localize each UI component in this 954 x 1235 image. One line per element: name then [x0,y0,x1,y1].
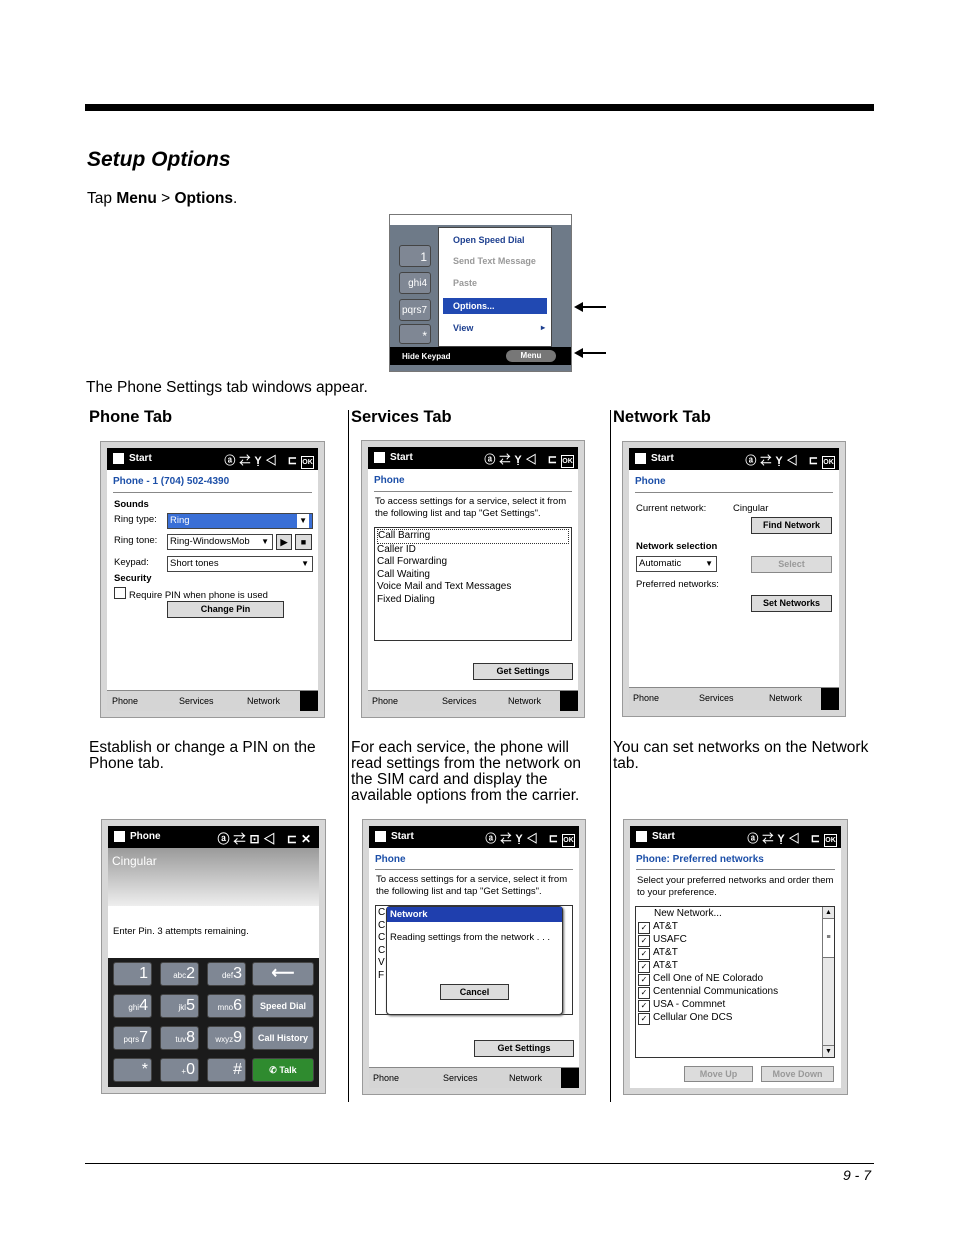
ring-type-label: Ring type: [114,514,157,525]
list-item: C [378,932,386,943]
menu-softkey[interactable]: Menu [506,350,556,362]
tab-phone[interactable]: Phone [112,696,139,706]
services-tab-description: For each service, the phone will read settings from the network on the SIM card and display the available options from the carrier. [351,739,582,804]
list-item[interactable]: Call Barring [377,529,569,544]
require-pin-checkbox[interactable] [114,587,126,599]
checked-checkbox-icon[interactable]: ✓ [638,935,650,947]
start-label[interactable]: Start [391,831,414,842]
require-pin-row[interactable] [114,587,268,602]
ok-button[interactable]: OK [822,456,835,469]
network-tab-heading: Network Tab [613,408,711,426]
key-digit: 5 [186,997,195,1014]
services-intro: To access settings for a service, select it from the following list and tap "Get Settings". [376,874,568,897]
ok-button[interactable]: OK [824,834,837,847]
start-label[interactable]: Start [129,453,152,464]
select-button[interactable]: Select [751,556,832,573]
context-menu [438,227,552,347]
key-letters: mno [217,1003,234,1012]
list-item[interactable] [638,986,820,999]
key-7: pqrs7 [399,299,431,321]
menu-item-options[interactable]: Options... [453,301,495,311]
talk-button[interactable] [252,1058,314,1082]
key-1: 1 [399,245,431,267]
get-settings-button[interactable]: Get Settings [473,663,573,680]
key-digit: * [141,1061,148,1078]
tap-gt: > [156,190,175,207]
hide-keypad-softkey[interactable]: Hide Keypad [402,352,451,361]
checked-checkbox-icon[interactable]: ✓ [638,974,650,986]
ring-type-value: Ring [170,515,190,526]
network-tab-description: You can set networks on the Network tab. [613,739,869,772]
key-4: ghi4 [399,272,431,294]
network-selection-select[interactable] [636,556,717,572]
windows-flag-icon [635,453,646,464]
tab-services[interactable]: Services [179,696,214,706]
menu-item-open-speed-dial[interactable]: Open Speed Dial [453,235,525,245]
network-dialog [386,906,563,1015]
separator [113,492,312,493]
key-3[interactable] [207,962,246,986]
tab-network[interactable]: Network [508,696,542,706]
services-list[interactable] [374,527,572,641]
tab-services[interactable]: Services [442,696,477,706]
bottom-rule [85,1163,874,1164]
checked-checkbox-icon[interactable]: ✓ [638,987,650,999]
key-letters: ghi [128,1003,140,1012]
tab-strip-end [821,688,839,710]
key-8[interactable] [160,1026,199,1050]
stop-button[interactable]: ■ [295,534,312,550]
start-label[interactable]: Start [390,452,413,463]
scroll-thumb[interactable]: ≡ [823,919,834,958]
tab-strip [629,687,839,710]
chevron-right-icon: ▸ [541,323,546,332]
key-letters: + [181,1067,187,1076]
screen-subtitle: Phone: Preferred networks [636,854,764,865]
title-bar [629,448,839,470]
title-bar [368,447,578,469]
network-name: Cellular One DCS [653,1011,733,1023]
screen-subtitle: Phone - 1 (704) 502-4390 [113,476,230,487]
key-digit: 7 [139,1029,148,1046]
list-item[interactable] [638,947,820,960]
tab-strip [369,1067,579,1088]
list-item[interactable] [638,999,820,1012]
ring-tone-value: Ring-WindowsMob [170,536,250,547]
key-digit: 9 [233,1029,242,1046]
section-title: Setup Options [87,148,231,171]
windows-flag-icon [374,452,385,463]
checked-checkbox-icon[interactable]: ✓ [638,1000,650,1012]
keypad-label: Keypad: [114,557,149,568]
page-number: 9 - 7 [842,1167,871,1183]
menu-item-paste[interactable]: Paste [453,278,478,288]
list-item: C [378,919,386,931]
tab-phone[interactable]: Phone [633,693,660,703]
status-icons: ⓐ⇄Ỵ◁ ⊏OK [224,455,313,467]
separator [635,492,833,493]
separator [375,869,573,870]
set-networks-button[interactable]: Set Networks [751,595,832,612]
ok-button[interactable]: OK [301,456,314,469]
list-item[interactable]: Caller ID [377,543,416,555]
list-item[interactable]: Call Forwarding [377,556,448,567]
ring-tone-label: Ring tone: [114,535,158,546]
status-icons: ⓐ⇄Ỵ◁ ⊏OK [484,454,573,466]
play-button[interactable]: ▶ [276,534,292,550]
phone-tab-screenshot [100,441,325,718]
checked-checkbox-icon[interactable]: ✓ [638,948,650,960]
key-7[interactable] [113,1026,152,1050]
menu-item-view[interactable]: View [453,323,474,333]
tab-network[interactable]: Network [509,1073,543,1083]
move-down-button[interactable]: Move Down [761,1066,834,1082]
tab-strip [368,690,578,711]
arrow-options-icon [574,299,606,315]
checked-checkbox-icon[interactable]: ✓ [638,961,650,973]
key-hash[interactable] [207,1058,246,1082]
windows-flag-icon [636,831,647,842]
list-item: V [378,957,385,968]
list-item: F [378,969,385,981]
tab-strip-end [560,691,578,711]
chevron-down-icon: ▼ [261,537,269,546]
network-name: AT&T [653,920,678,932]
top-rule [85,104,874,111]
tab-strip [107,690,318,711]
scrollbar[interactable] [822,907,834,1057]
tab-services[interactable]: Services [699,693,734,703]
tap-period: . [233,190,238,207]
status-icons: ⓐ⇄Ỵ◁ ⊏OK [745,455,834,467]
keypad-select[interactable] [167,556,313,572]
network-name: Centennial Communications [653,985,779,997]
list-item[interactable] [638,960,820,973]
title-bar [108,826,319,848]
network-name: AT&T [653,946,678,958]
scroll-down-icon[interactable]: ▼ [823,1045,834,1057]
list-item[interactable] [638,934,820,947]
key-0[interactable] [160,1058,199,1082]
start-label[interactable]: Start [651,453,674,464]
screen-subtitle: Phone [374,475,405,486]
menu-screenshot [389,214,572,372]
move-up-button[interactable]: Move Up [684,1066,753,1082]
backspace-icon[interactable]: ⟵ [252,962,314,986]
key-digit: # [233,1061,242,1078]
talk-label: Talk [279,1065,297,1075]
checked-checkbox-icon[interactable]: ✓ [638,1013,650,1025]
key-star: * [399,324,431,344]
windows-flag-icon [375,831,386,842]
key-letters: jkl [178,1003,187,1012]
services-intro: To access settings for a service, select it from the following list and tap "Get Settings". [375,496,567,519]
carrier-banner [108,848,319,906]
tap-menu: Menu [116,190,157,207]
chevron-down-icon: ▼ [705,559,713,568]
get-settings-button[interactable]: Get Settings [474,1040,574,1057]
network-name: USA - Commnet [653,998,726,1010]
key-digit: 1 [139,965,148,982]
tab-network[interactable]: Network [247,696,281,706]
list-item[interactable]: Fixed Dialing [377,593,435,605]
title-bar [630,826,841,848]
network-name: AT&T [653,959,678,971]
pin-entry-screenshot [101,819,326,1094]
key-digit: 6 [233,997,242,1014]
status-icons: ⓐ⇄Ỵ◁ ⊏OK [485,833,574,845]
list-item-new-network[interactable]: New Network... [654,908,722,919]
chevron-down-icon: ▼ [301,559,309,568]
ring-tone-select[interactable] [167,534,273,550]
network-selection-value: Automatic [639,558,682,569]
screen-subtitle: Phone [635,476,666,487]
sounds-heading: Sounds [114,499,149,510]
tab-strip-end [300,691,318,711]
tap-prefix: Tap [87,190,117,207]
key-6[interactable] [207,994,246,1018]
list-item: C [378,944,386,956]
phone-icon: ✆ [269,1065,280,1075]
preferred-networks-label: Preferred networks: [636,579,719,590]
phone-tab-heading: Phone Tab [89,408,173,426]
network-name: USAFC [653,933,687,945]
list-item: C [378,907,386,918]
key-digit: 8 [186,1029,195,1046]
key-letters: abc [173,971,187,980]
title-bar [369,826,579,848]
key-digit: 3 [233,965,242,982]
list-item[interactable]: Call Waiting [377,568,430,580]
menu-item-send-text[interactable]: Send Text Message [453,256,536,266]
status-icons: ⓐ⇄Ỵ◁ ⊏OK [747,833,836,845]
find-network-button[interactable]: Find Network [751,517,832,534]
key-digit: 4 [139,997,148,1014]
security-heading: Security [114,573,152,584]
separator [636,869,835,870]
preferred-networks-list[interactable] [635,906,835,1058]
key-4[interactable] [113,994,152,1018]
key-9[interactable] [207,1026,246,1050]
change-pin-button[interactable]: Change Pin [167,601,284,618]
keypad-value: Short tones [170,558,219,569]
dialog-title: Network [387,907,562,922]
phone-tab-description: Establish or change a PIN on the Phone tab. [89,739,316,772]
call-history-button[interactable]: Call History [252,1026,314,1050]
current-network-value: Cingular [733,503,769,514]
key-letters: pqrs [123,1035,140,1044]
list-item[interactable]: Voice Mail and Text Messages [377,581,512,592]
title-bar [107,448,318,470]
key-letters: def [221,971,234,980]
tap-options: Options [174,190,234,207]
tab-phone[interactable]: Phone [372,696,399,706]
phone-label[interactable]: Phone [130,831,161,842]
key-letters: tuv [175,1035,187,1044]
network-name: Cell One of NE Colorado [653,972,764,984]
checked-checkbox-icon[interactable]: ✓ [638,922,650,934]
list-item[interactable] [638,973,820,986]
require-pin-label: Require PIN when phone is used [129,590,268,601]
key-digit: 2 [186,965,195,982]
softkey-bar [390,347,571,365]
windows-flag-icon [113,453,124,464]
torn-edge [390,215,571,225]
key-star[interactable] [113,1058,152,1082]
scroll-up-icon[interactable]: ▲ [823,907,834,919]
dialog-text: Reading settings from the network . . . [390,932,550,943]
tap-instruction [87,191,237,207]
key-2[interactable] [160,962,199,986]
speed-dial-button[interactable]: Speed Dial [252,994,314,1018]
key-letters: wxyz [215,1035,234,1044]
dial-keypad [108,958,319,1087]
preferred-intro: Select your preferred networks and order them to your preference. [637,875,834,898]
column-divider [348,410,349,1102]
phone-settings-line: The Phone Settings tab windows appear. [86,379,368,396]
carrier-name: Cingular [112,854,157,868]
key-1[interactable] [113,962,152,986]
network-selection-heading: Network selection [636,541,718,552]
reading-settings-screenshot [362,819,586,1095]
services-tab-heading: Services Tab [351,408,452,426]
list-item[interactable] [638,1012,820,1025]
chevron-down-icon: ▼ [297,514,309,528]
services-tab-screenshot [361,440,585,718]
status-icons: ⓐ⇄⊡◁ ⊏✕ [217,832,315,846]
ok-button[interactable]: OK [562,834,575,847]
preferred-networks-screenshot [623,819,848,1095]
windows-flag-icon [114,831,125,842]
start-label[interactable]: Start [652,831,675,842]
tab-network[interactable]: Network [769,693,803,703]
arrow-menu-icon [574,345,606,361]
list-item[interactable] [638,921,820,934]
ok-button[interactable]: OK [561,455,574,468]
key-5[interactable] [160,994,199,1018]
cancel-button[interactable]: Cancel [440,984,509,1000]
key-digit: 0 [186,1061,195,1078]
current-network-label: Current network: [636,503,707,514]
ring-type-select[interactable] [167,513,313,529]
tab-strip-end [561,1068,579,1088]
column-divider [610,410,611,1102]
tab-phone[interactable]: Phone [373,1073,400,1083]
pin-prompt: Enter Pin. 3 attempts remaining. [113,926,249,937]
tab-services[interactable]: Services [443,1073,478,1083]
screen-subtitle: Phone [375,854,406,865]
separator [374,491,572,492]
network-tab-screenshot [622,441,846,717]
